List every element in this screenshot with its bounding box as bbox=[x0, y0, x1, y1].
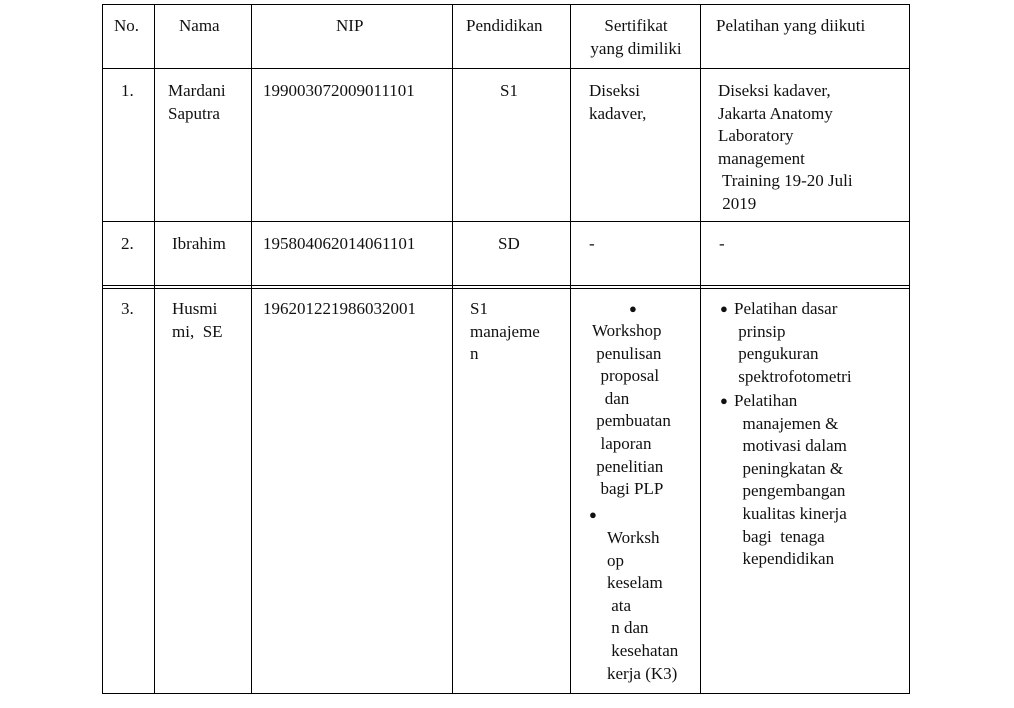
cell-pelatihan: - bbox=[719, 234, 725, 253]
cell-no: 1. bbox=[121, 81, 134, 100]
column-divider bbox=[700, 4, 701, 694]
list-item: Pelatihan dasar prinsip pengukuran spektrofotometri bbox=[734, 299, 852, 386]
bullet-icon: ● bbox=[720, 393, 728, 408]
row-divider bbox=[102, 221, 910, 222]
cell-nama: Ibrahim bbox=[172, 234, 226, 253]
table-border-top bbox=[102, 4, 910, 5]
column-divider bbox=[452, 4, 453, 694]
header-row-divider bbox=[102, 68, 910, 69]
column-divider bbox=[154, 4, 155, 694]
row-divider bbox=[102, 288, 910, 289]
row-divider bbox=[102, 285, 910, 286]
cell-pendidikan: S1 bbox=[500, 81, 518, 100]
cell-pendidikan: S1 manajeme n bbox=[470, 299, 540, 364]
cell-pelatihan: Diseksi kadaver, Jakarta Anatomy Laboratory management Training 19-20 Juli 2019 bbox=[718, 81, 853, 213]
list-item: Workshop penulisan proposal dan pembuatan laporan penelitian bagi PLP bbox=[592, 321, 671, 499]
cell-nip: 196201221986032001 bbox=[263, 299, 416, 318]
table-border-bottom bbox=[102, 693, 910, 694]
column-divider bbox=[570, 4, 571, 694]
header-pendidikan: Pendidikan bbox=[466, 16, 543, 35]
list-item: Worksh op keselam ata n dan kesehatan kerja (K3) bbox=[607, 528, 679, 683]
header-no: No. bbox=[114, 16, 140, 35]
cell-nip: 199003072009011101 bbox=[263, 81, 415, 100]
header-nama: Nama bbox=[179, 16, 220, 35]
bullet-icon: ● bbox=[629, 301, 637, 316]
table-border-left bbox=[102, 4, 103, 694]
header-sertifikat: Sertifikat yang dimiliki bbox=[590, 16, 682, 58]
cell-sertifikat: Diseksi kadaver, bbox=[589, 81, 647, 123]
header-pelatihan: Pelatihan yang diikuti bbox=[716, 16, 866, 35]
cell-nama: Mardani Saputra bbox=[168, 81, 226, 123]
table-border-right bbox=[909, 4, 910, 694]
cell-no: 3. bbox=[121, 299, 134, 318]
cell-no: 2. bbox=[121, 234, 134, 253]
bullet-icon: ● bbox=[589, 507, 597, 522]
header-nip: NIP bbox=[336, 16, 364, 35]
list-item: Pelatihan manajemen & motivasi dalam peningkatan & pengembangan kualitas kinerja bagi tenaga kependidikan bbox=[734, 391, 847, 569]
cell-nip: 195804062014061101 bbox=[263, 234, 416, 253]
bullet-icon: ● bbox=[720, 301, 728, 316]
column-divider bbox=[251, 4, 252, 694]
cell-sertifikat: - bbox=[589, 234, 595, 253]
cell-pendidikan: SD bbox=[498, 234, 520, 253]
cell-nama: Husmi mi, SE bbox=[172, 299, 223, 341]
